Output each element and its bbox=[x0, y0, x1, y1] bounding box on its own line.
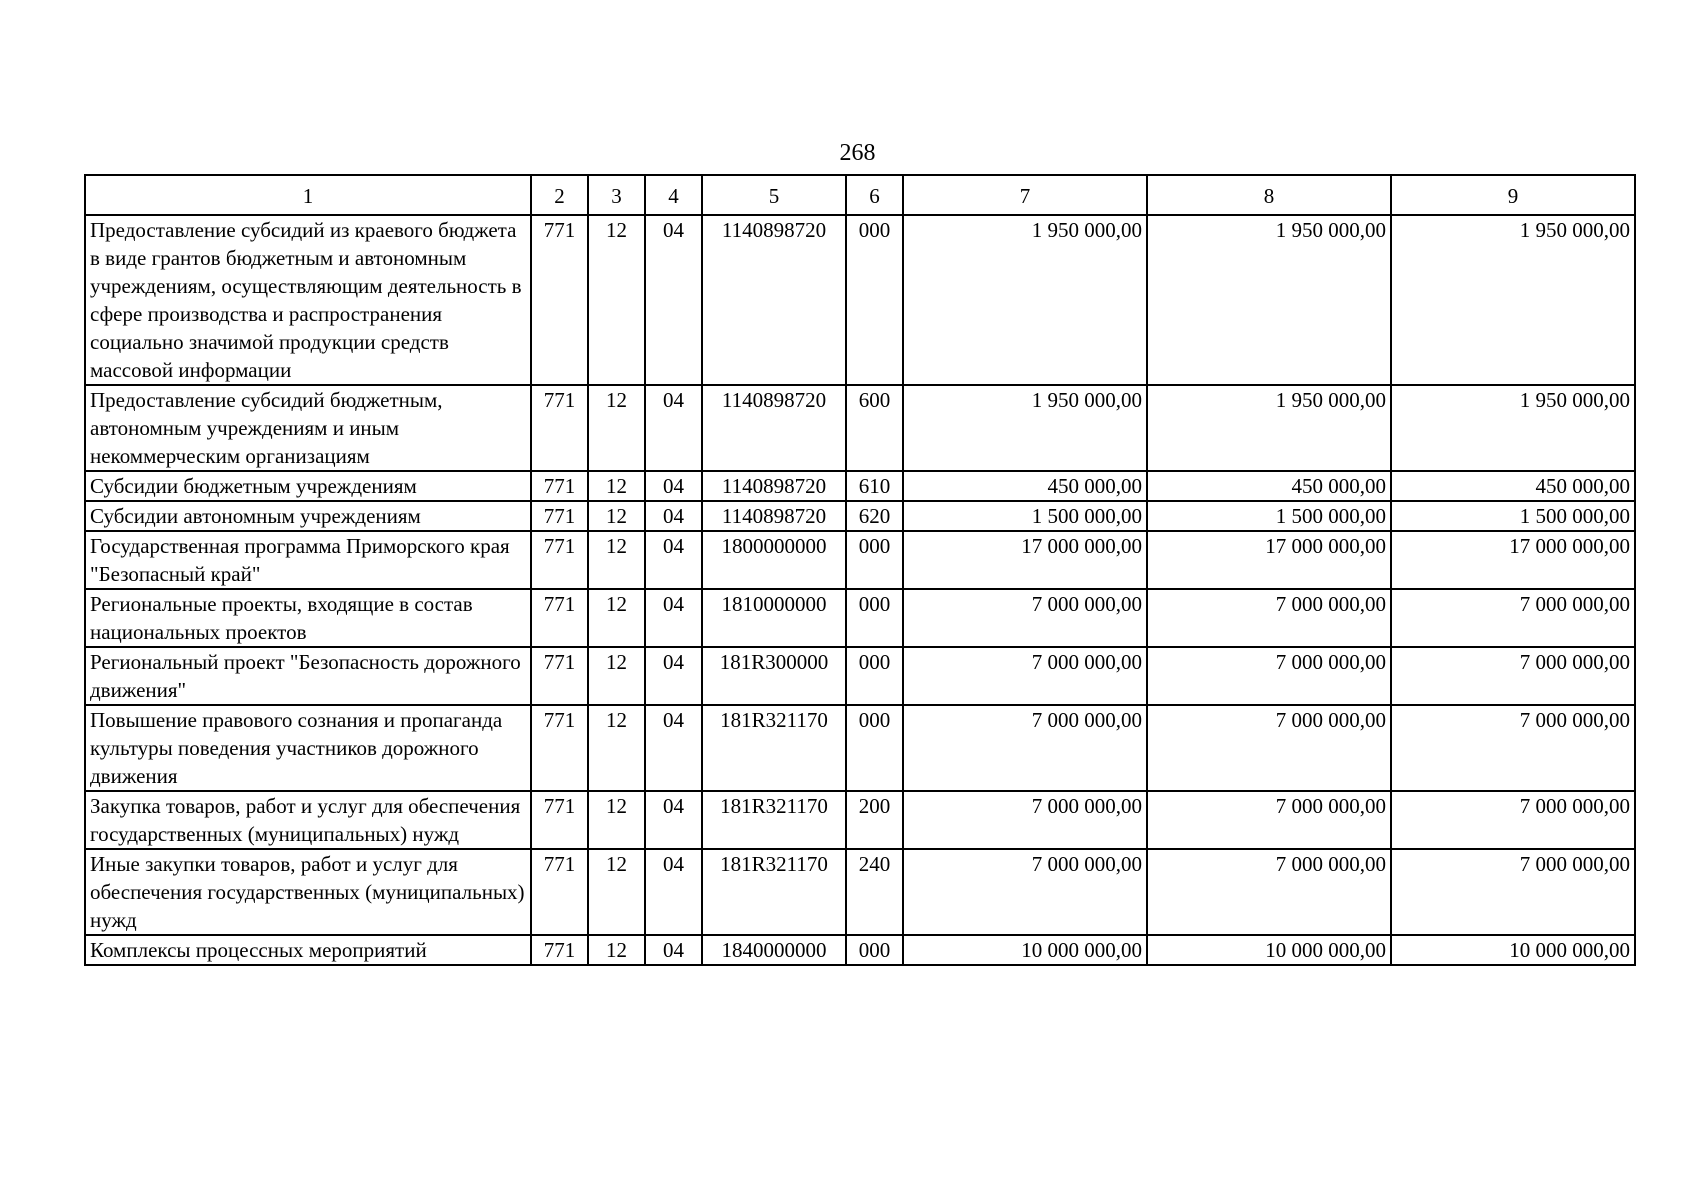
ved-code: 771 bbox=[531, 849, 588, 935]
rz-code: 12 bbox=[588, 589, 645, 647]
table-row bbox=[85, 531, 1635, 589]
table-row bbox=[85, 215, 1635, 385]
row-name: Субсидии бюджетным учреждениям bbox=[85, 471, 531, 501]
column-header: 4 bbox=[645, 175, 702, 215]
column-header: 2 bbox=[531, 175, 588, 215]
column-header: 5 bbox=[702, 175, 846, 215]
amount-col7: 1 950 000,00 bbox=[903, 385, 1147, 471]
amount-col8: 7 000 000,00 bbox=[1147, 705, 1391, 791]
row-name: Региональный проект "Безопасность дорожного движения" bbox=[85, 647, 531, 705]
amount-col8: 7 000 000,00 bbox=[1147, 647, 1391, 705]
column-header: 1 bbox=[85, 175, 531, 215]
amount-col7: 450 000,00 bbox=[903, 471, 1147, 501]
rz-code: 12 bbox=[588, 791, 645, 849]
pr-code: 04 bbox=[645, 705, 702, 791]
vr-code: 610 bbox=[846, 471, 903, 501]
csr-code: 1140898720 bbox=[702, 471, 846, 501]
row-name: Повышение правового сознания и пропаганда культуры поведения участников дорожного движения bbox=[85, 705, 531, 791]
vr-code: 000 bbox=[846, 215, 903, 385]
table-row bbox=[85, 589, 1635, 647]
table-row bbox=[85, 647, 1635, 705]
vr-code: 000 bbox=[846, 589, 903, 647]
vr-code: 620 bbox=[846, 501, 903, 531]
table-row bbox=[85, 935, 1635, 965]
column-header: 3 bbox=[588, 175, 645, 215]
pr-code: 04 bbox=[645, 935, 702, 965]
amount-col7: 1 500 000,00 bbox=[903, 501, 1147, 531]
amount-col8: 7 000 000,00 bbox=[1147, 589, 1391, 647]
ved-code: 771 bbox=[531, 385, 588, 471]
rz-code: 12 bbox=[588, 471, 645, 501]
rz-code: 12 bbox=[588, 705, 645, 791]
pr-code: 04 bbox=[645, 215, 702, 385]
csr-code: 181R321170 bbox=[702, 791, 846, 849]
ved-code: 771 bbox=[531, 471, 588, 501]
amount-col7: 17 000 000,00 bbox=[903, 531, 1147, 589]
csr-code: 181R321170 bbox=[702, 849, 846, 935]
amount-col9: 1 950 000,00 bbox=[1391, 385, 1635, 471]
amount-col7: 7 000 000,00 bbox=[903, 791, 1147, 849]
pr-code: 04 bbox=[645, 531, 702, 589]
pr-code: 04 bbox=[645, 647, 702, 705]
row-name: Предоставление субсидий из краевого бюджета в виде грантов бюджетным и автономным учреждениям, осуществляющим деятельность в сфере производства и распространения социально значимой продукции средств массовой информации bbox=[85, 215, 531, 385]
vr-code: 000 bbox=[846, 705, 903, 791]
amount-col9: 1 500 000,00 bbox=[1391, 501, 1635, 531]
ved-code: 771 bbox=[531, 589, 588, 647]
amount-col8: 17 000 000,00 bbox=[1147, 531, 1391, 589]
row-name: Комплексы процессных мероприятий bbox=[85, 935, 531, 965]
vr-code: 000 bbox=[846, 647, 903, 705]
csr-code: 181R321170 bbox=[702, 705, 846, 791]
amount-col9: 7 000 000,00 bbox=[1391, 705, 1635, 791]
amount-col7: 7 000 000,00 bbox=[903, 589, 1147, 647]
budget-table bbox=[84, 174, 1636, 966]
column-header: 7 bbox=[903, 175, 1147, 215]
pr-code: 04 bbox=[645, 501, 702, 531]
amount-col7: 10 000 000,00 bbox=[903, 935, 1147, 965]
vr-code: 200 bbox=[846, 791, 903, 849]
vr-code: 000 bbox=[846, 935, 903, 965]
csr-code: 1800000000 bbox=[702, 531, 846, 589]
rz-code: 12 bbox=[588, 849, 645, 935]
ved-code: 771 bbox=[531, 215, 588, 385]
column-header: 9 bbox=[1391, 175, 1635, 215]
rz-code: 12 bbox=[588, 647, 645, 705]
pr-code: 04 bbox=[645, 385, 702, 471]
csr-code: 1840000000 bbox=[702, 935, 846, 965]
column-header: 6 bbox=[846, 175, 903, 215]
amount-col7: 7 000 000,00 bbox=[903, 849, 1147, 935]
csr-code: 1810000000 bbox=[702, 589, 846, 647]
row-name: Закупка товаров, работ и услуг для обеспечения государственных (муниципальных) нужд bbox=[85, 791, 531, 849]
row-name: Иные закупки товаров, работ и услуг для обеспечения государственных (муниципальных) нужд bbox=[85, 849, 531, 935]
table-row bbox=[85, 501, 1635, 531]
amount-col9: 10 000 000,00 bbox=[1391, 935, 1635, 965]
pr-code: 04 bbox=[645, 849, 702, 935]
ved-code: 771 bbox=[531, 501, 588, 531]
table-row bbox=[85, 791, 1635, 849]
vr-code: 600 bbox=[846, 385, 903, 471]
vr-code: 000 bbox=[846, 531, 903, 589]
amount-col8: 1 500 000,00 bbox=[1147, 501, 1391, 531]
csr-code: 1140898720 bbox=[702, 215, 846, 385]
amount-col9: 7 000 000,00 bbox=[1391, 791, 1635, 849]
row-name: Субсидии автономным учреждениям bbox=[85, 501, 531, 531]
amount-col8: 7 000 000,00 bbox=[1147, 791, 1391, 849]
ved-code: 771 bbox=[531, 705, 588, 791]
amount-col8: 10 000 000,00 bbox=[1147, 935, 1391, 965]
rz-code: 12 bbox=[588, 531, 645, 589]
page-number: 268 bbox=[839, 140, 876, 166]
csr-code: 1140898720 bbox=[702, 501, 846, 531]
table-row bbox=[85, 849, 1635, 935]
amount-col8: 7 000 000,00 bbox=[1147, 849, 1391, 935]
amount-col8: 1 950 000,00 bbox=[1147, 385, 1391, 471]
csr-code: 1140898720 bbox=[702, 385, 846, 471]
csr-code: 181R300000 bbox=[702, 647, 846, 705]
row-name: Предоставление субсидий бюджетным, автономным учреждениям и иным некоммерческим организациям bbox=[85, 385, 531, 471]
rz-code: 12 bbox=[588, 385, 645, 471]
table-row bbox=[85, 705, 1635, 791]
amount-col9: 17 000 000,00 bbox=[1391, 531, 1635, 589]
header-row bbox=[85, 175, 1635, 215]
pr-code: 04 bbox=[645, 471, 702, 501]
amount-col8: 450 000,00 bbox=[1147, 471, 1391, 501]
ved-code: 771 bbox=[531, 935, 588, 965]
pr-code: 04 bbox=[645, 589, 702, 647]
rz-code: 12 bbox=[588, 215, 645, 385]
vr-code: 240 bbox=[846, 849, 903, 935]
table-row bbox=[85, 385, 1635, 471]
rz-code: 12 bbox=[588, 501, 645, 531]
ved-code: 771 bbox=[531, 647, 588, 705]
pr-code: 04 bbox=[645, 791, 702, 849]
row-name: Государственная программа Приморского края "Безопасный край" bbox=[85, 531, 531, 589]
rz-code: 12 bbox=[588, 935, 645, 965]
amount-col9: 7 000 000,00 bbox=[1391, 647, 1635, 705]
ved-code: 771 bbox=[531, 791, 588, 849]
amount-col8: 1 950 000,00 bbox=[1147, 215, 1391, 385]
amount-col7: 7 000 000,00 bbox=[903, 647, 1147, 705]
amount-col9: 7 000 000,00 bbox=[1391, 849, 1635, 935]
row-name: Региональные проекты, входящие в состав национальных проектов bbox=[85, 589, 531, 647]
amount-col9: 7 000 000,00 bbox=[1391, 589, 1635, 647]
amount-col7: 7 000 000,00 bbox=[903, 705, 1147, 791]
ved-code: 771 bbox=[531, 531, 588, 589]
amount-col9: 450 000,00 bbox=[1391, 471, 1635, 501]
column-header: 8 bbox=[1147, 175, 1391, 215]
table-row bbox=[85, 471, 1635, 501]
amount-col9: 1 950 000,00 bbox=[1391, 215, 1635, 385]
amount-col7: 1 950 000,00 bbox=[903, 215, 1147, 385]
